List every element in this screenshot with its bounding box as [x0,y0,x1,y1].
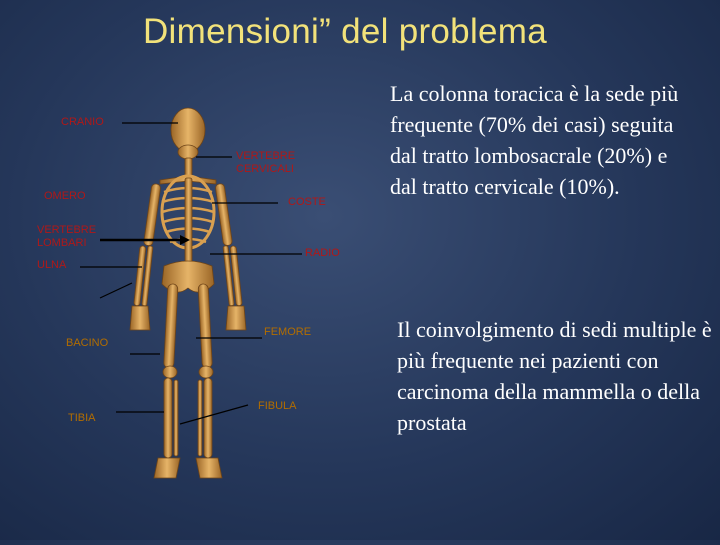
skeleton-illustration [0,60,380,540]
label-cranio: CRANIO [61,116,104,128]
paragraph-multiple-sites: Il coinvolgimento di sedi multiple è più frequente nei pazienti con carcinoma della mammella o della prostata [397,317,712,435]
label-vertebre-lombari: VERTEBRE LOMBARI [37,224,97,249]
label-ulna: ULNA [37,259,67,271]
label-radio: RADIO [305,247,340,259]
skeleton-bones [130,108,246,478]
label-femore: FEMORE [264,326,312,338]
skeleton-figure [0,60,380,540]
label-tibia: TIBIA [68,412,96,424]
label-omero: OMERO [44,190,86,202]
paragraph-thoracic-spine: La colonna toracica è la sede più frequente (70% dei casi) seguita dal tratto lombosacrale (20%) e dal tratto cervicale (10%). [390,81,679,199]
label-coste: COSTE [288,196,326,208]
label-vertebre-cervicali: VERTEBRE CERVICALI [236,150,296,175]
slide-title: Dimensioni” del problema [142,12,548,51]
label-fibula: FIBULA [258,400,297,412]
label-bacino: BACINO [66,337,109,349]
